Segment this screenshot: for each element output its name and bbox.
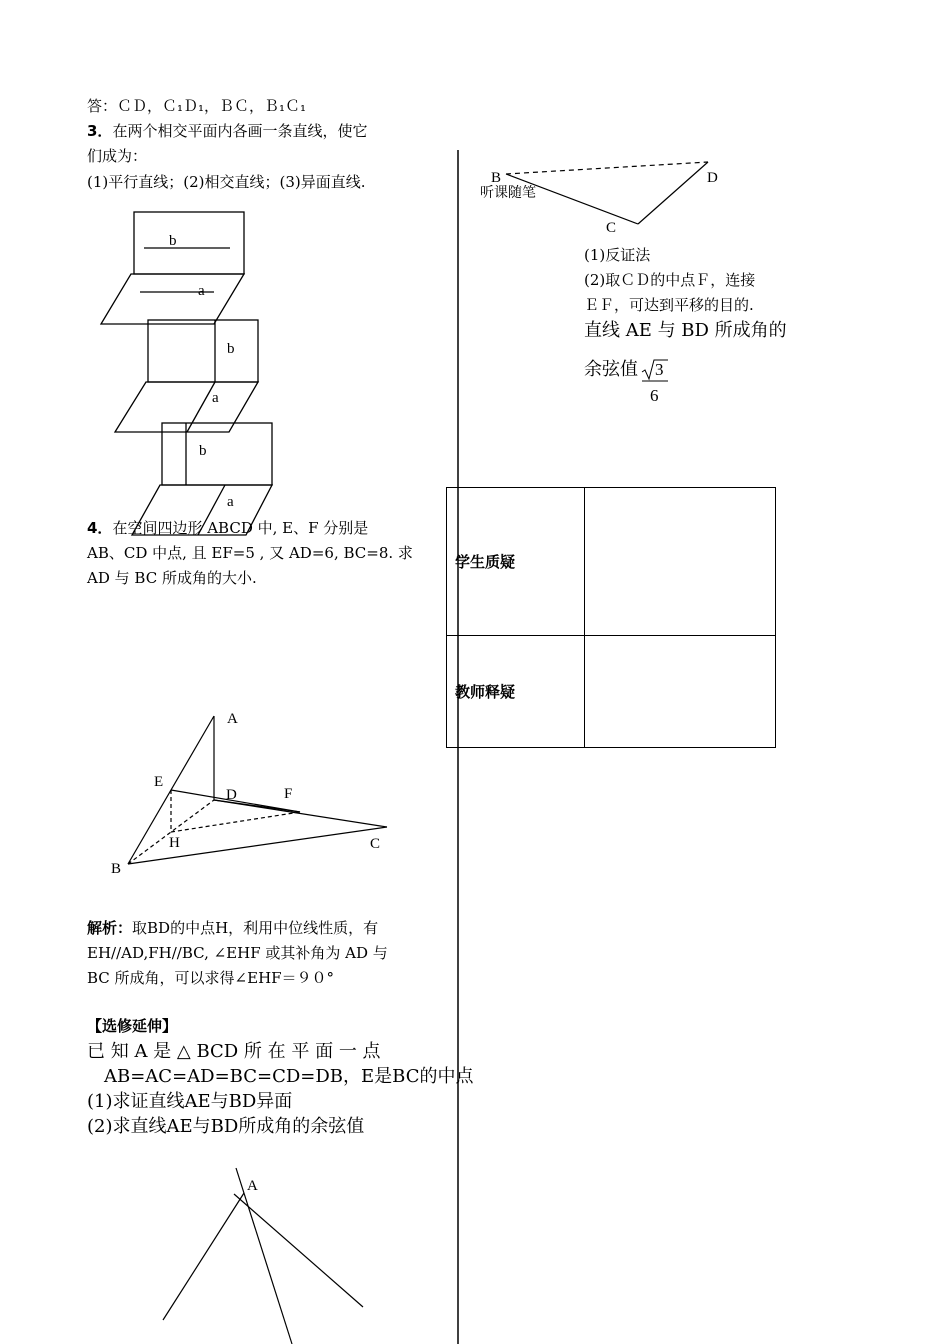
label-b-1: b bbox=[169, 233, 177, 249]
label-a-2: a bbox=[212, 390, 219, 406]
plane-horizontal-1 bbox=[101, 274, 244, 324]
extension-line-3: (1)求证直线AE与BD异面 bbox=[87, 1091, 293, 1112]
question-4-number: 4． bbox=[87, 519, 113, 537]
segment-BD bbox=[506, 162, 708, 174]
plane-vertical-1 bbox=[134, 212, 244, 274]
label-A: A bbox=[227, 711, 238, 727]
label-B: B bbox=[111, 861, 122, 877]
line-a-2 bbox=[187, 382, 215, 432]
answer-3-line-1: 直线 AE 与 BD 所成角的 bbox=[584, 320, 787, 341]
label-bottom-A: A bbox=[247, 1178, 258, 1194]
qa-table bbox=[446, 487, 776, 748]
label-b-3: b bbox=[199, 443, 207, 459]
analysis-line-2: EH//AD,FH//BC, ∠EHF 或其补角为 AD 与 bbox=[87, 944, 388, 962]
label-tri-B: B bbox=[491, 170, 502, 186]
question-3-text: 在两个相交平面内各画一条直线，使它 bbox=[112, 122, 368, 140]
question-3-line-3: (1)平行直线；(2)相交直线；(3)异面直线. bbox=[87, 173, 366, 191]
plane-vertical-2 bbox=[148, 320, 258, 382]
planes-figure bbox=[101, 212, 272, 535]
extension-line-2: AB=AC=AD=BC=CD=DB，E是BC的中点 bbox=[104, 1066, 474, 1087]
fraction-numerator: 3 bbox=[655, 360, 664, 379]
qa-row-student bbox=[447, 488, 776, 636]
qa-cell-student-label: 学生质疑 bbox=[447, 488, 585, 636]
analysis-line-3: BC 所成角，可以求得∠EHF＝９０° bbox=[87, 969, 335, 987]
extension-title: 【选修延伸】 bbox=[87, 1017, 178, 1035]
bottom-figure bbox=[163, 1168, 363, 1344]
label-D: D bbox=[226, 787, 237, 803]
question-4-line-3: AD 与 BC 所成角的大小. bbox=[87, 569, 257, 587]
question-3-number: 3． bbox=[87, 122, 113, 140]
label-tri-D: D bbox=[707, 170, 718, 186]
qa-cell-teacher-content[interactable] bbox=[585, 636, 776, 748]
triangle-figure bbox=[506, 162, 708, 224]
notes-label: 听课随笔 bbox=[480, 185, 536, 201]
answer-2-line-1: (2)取ＣＤ的中点Ｆ，连接 bbox=[584, 271, 756, 289]
question-4-line-2: AB、CD 中点, 且 EF=5 , 又 AD=6, BC=8. 求 bbox=[87, 544, 413, 562]
question-4-text: 在空间四边形 ABCD 中, E、F 分别是 bbox=[112, 519, 369, 537]
line-a-3 bbox=[198, 485, 225, 535]
label-H: H bbox=[169, 835, 180, 851]
answer-3-line-2: 余弦值 bbox=[584, 359, 638, 380]
bottom-line-3 bbox=[234, 1194, 363, 1307]
extension-line-1: 已 知 A 是 △ BCD 所 在 平 面 一 点 bbox=[87, 1041, 381, 1062]
question-3-line-2: 们成为： bbox=[87, 147, 148, 165]
label-E: E bbox=[154, 774, 164, 790]
answer-line: 答：ＣＤ，Ｃ₁Ｄ₁，ＢＣ，Ｂ₁Ｃ₁ bbox=[87, 97, 307, 115]
segment-CD bbox=[638, 162, 708, 224]
fraction-denominator: 6 bbox=[650, 386, 659, 405]
bottom-line-1 bbox=[236, 1168, 292, 1344]
answer-2-line-2: ＥＦ，可达到平移的目的. bbox=[584, 296, 754, 314]
qa-row-teacher bbox=[447, 636, 776, 748]
answer-1: (1)反证法 bbox=[584, 246, 651, 264]
qa-cell-teacher-label: 教师释疑 bbox=[447, 636, 585, 748]
extension-line-4: (2)求直线AE与BD所成角的余弦值 bbox=[87, 1116, 365, 1137]
label-a-1: a bbox=[198, 283, 205, 299]
segment-HF bbox=[171, 812, 300, 832]
analysis-label: 解析： bbox=[87, 919, 133, 937]
label-F: F bbox=[284, 786, 293, 802]
analysis-text: 取BD的中点H，利用中位线性质，有 bbox=[132, 919, 379, 937]
tetra-figure bbox=[128, 716, 387, 864]
label-b-2: b bbox=[227, 341, 235, 357]
bottom-line-2 bbox=[163, 1193, 244, 1320]
qa-cell-student-content[interactable] bbox=[585, 488, 776, 636]
edge-BC bbox=[128, 827, 387, 864]
label-tri-C: C bbox=[606, 220, 617, 236]
label-a-3: a bbox=[227, 494, 234, 510]
label-C: C bbox=[370, 836, 381, 852]
